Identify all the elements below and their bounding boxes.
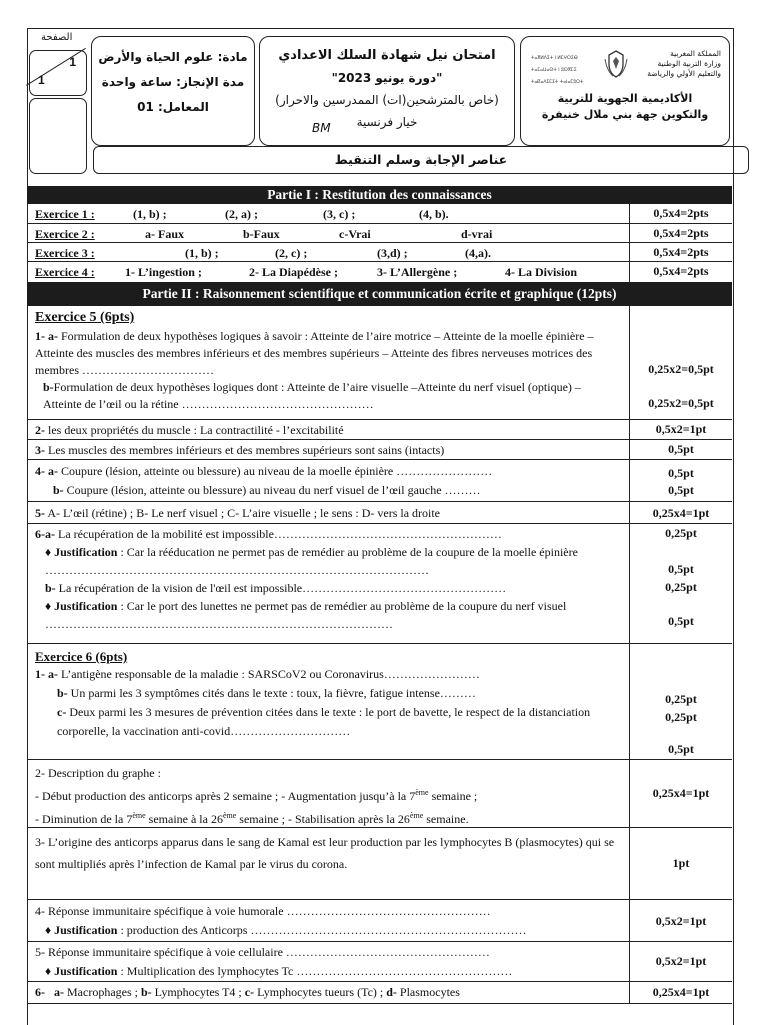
exercise3-row: Exercice 3 : (1, b) ; (2, c) ; (3,d) ; (4,a). 0,5x4=2pts: [27, 243, 732, 262]
ex6-q6-row: 6- a- Macrophages ; b- Lymphocytes T4 ; c- Lymphocytes tueurs (Tc) ; d- Plasmocytes 0,25x4=1pt: [27, 982, 732, 1004]
ex5-q3-row: 3- Les muscles des membres inférieurs et des membres supérieurs sont sains (intacts) 0,5pt: [27, 440, 732, 460]
academy-name: الأكاديمية الجهوية للتربية والتكوين جهة بني ملال خنيفرة: [541, 92, 709, 121]
exam-option: خيار فرنسية: [356, 115, 418, 129]
ex5-q1b-points: 0,25x2=0,5pt: [648, 396, 714, 410]
page-total: 1: [38, 73, 45, 87]
exam-box: [259, 36, 515, 146]
signature: BM: [312, 121, 331, 135]
ex6-q5-row: 5- Réponse immunitaire spécifique à voie cellulaire …………………………………………… ♦ Justification : Multiplication des lymphocytes Tc ……………………………………………… 0,5x2=1pt: [27, 942, 732, 982]
exercise4-points: 0,5x4=2pts: [653, 264, 709, 278]
exam-candidates: (خاص بالمترشحين(ات) الممدرسين والاحرار): [275, 93, 499, 107]
part2-title: Partie II : Raisonnement scientifique et communication écrite et graphique (12pts): [27, 282, 732, 306]
subject-line: مادة: علوم الحياة والأرض: [98, 50, 248, 64]
exercise1-row: Exercice 1 : (1, b) ; (2, a) ; (3, c) ; (4, b). 0,5x4=2pts: [27, 204, 732, 224]
subject-box: [91, 36, 255, 146]
ex6-q3-row: 3- L’origine des anticorps apparus dans le sang de Kamal est leur production par les lymphocytes B (plasmocytes) qui se sont multipliés après l’infection de Kamal par le virus du corona. 1pt: [27, 828, 732, 900]
ex5-q2-row: 2- les deux propriétés du muscle : La contractilité - l’excitabilité 0,5x2=1pt: [27, 420, 732, 440]
exam-title: امتحان نيل شهادة السلك الاعدادي: [278, 48, 496, 63]
exercise2-row: Exercice 2 : a- Faux b-Faux c-Vrai d-vrai 0,5x4=2pts: [27, 224, 732, 243]
ex5-q1-row: Exercice 5 (6pts) 1- a- Formulation de deux hypothèses logiques à savoir : Atteinte de l’aire motrice – Atteinte de la moelle épinière – Atteinte des muscles des membres inférieurs et des membres supérieurs – Atteinte des fibres nerveuses motrices des membres …………………………… b-Formulation de deux hypothèses logiques dont : Atteinte de l’aire visuelle –Atteinte du nerf visuel (optique) – Atteinte de l’œil ou la rétine ………………………………………… 0,25x2=0,5pt 0,25x2=0,5pt: [27, 306, 732, 420]
ex6-q2-row: 2- Description du graphe : - Début production des anticorps après 2 semaine ; - Augmentation jusqu’à la 7ème semaine ; - Diminution de la 7ème semaine à la 26ème semaine ; - Stabilisation après la 26ème semaine. 0,25x4=1pt: [27, 760, 732, 828]
tifinagh-text: ⵜⴰⴳⵍⴷⵉⵜ ⵏ ⵍⵎⵖⵔⵉⴱ ⵜⴰⵎⴰⵡⴰⵙⵜ ⵏ ⵓⵙⴳⵎⵉ ⵜⴰⴽⴰⴷⵉⵎⵉⵜ ⵜⴰⵏⴰⵎⵓⵔⵜ: [531, 56, 584, 85]
exercise4-row: Exercice 4 : 1- L’ingestion ; 2- La Diapédèse ; 3- L’Allergène ; 4- La Division 0,5x4=2pts: [27, 262, 732, 282]
page-label: الصفحة: [41, 32, 73, 43]
coefficient-line: المعامل: 01: [137, 100, 209, 114]
page-number: 1: [69, 55, 76, 69]
empty-box: [29, 98, 87, 174]
exercise2-points: 0,5x4=2pts: [653, 226, 709, 240]
answer-key-page: [27, 28, 732, 1024]
ex6-q4-row: 4- Réponse immunitaire spécifique à voie humorale …………………………………………… ♦ Justification : production des Anticorps …………………………………………………………… 0,5x2=1pt: [27, 900, 732, 942]
academy-box: [520, 36, 730, 146]
emblem-icon: [603, 49, 629, 79]
exercise3-points: 0,5x4=2pts: [653, 245, 709, 259]
part1-title: Partie I : Restitution des connaissances: [27, 186, 732, 204]
page-number-box: [29, 50, 87, 96]
ex5-q5-row: 5- A- L’œil (rétine) ; B- Le nerf visuel ; C- L’aire visuelle ; le sens : D- vers la droite 0,25x4=1pt: [27, 502, 732, 524]
duration-line: مدة الإنجاز: ساعة واحدة: [101, 75, 245, 89]
kingdom-text: المملكة المغربية وزارة التربية الوطنية والتعليم الأولي والرياضة: [647, 49, 721, 78]
ex5-title: Exercice 5 (6pts): [35, 310, 135, 325]
exam-session: "دورة يونيو 2023": [331, 71, 443, 85]
ex6-q1-row: Exercice 6 (6pts) 1- a- L’antigène responsable de la maladie : SARSCoV2 ou Coronavirus…………………… b- Un parmi les 3 symptômes cités dans le texte : toux, la fièvre, fatigue intense……… c- Deux parmi les 3 mesures de prévention citées dans le texte : le port de bavette, le respect de la distanciation corporelle, la vaccination anti-covid………………………… 0,25pt 0,25pt 0,5pt: [27, 644, 732, 760]
answer-key-title: عناصر الإجابة وسلم التنقيط: [93, 146, 749, 174]
ex6-title: Exercice 6 (6pts): [35, 649, 128, 664]
ex5-q1a-points: 0,25x2=0,5pt: [648, 362, 714, 376]
ex5-q4-row: 4- a- Coupure (lésion, atteinte ou blessure) au niveau de la moelle épinière …………………… b- Coupure (lésion, atteinte ou blessure) au niveau du nerf visuel de l’œil gauche ……… 0,5pt 0,5pt: [27, 460, 732, 502]
ex5-q6-row: 6-a- La récupération de la mobilité est impossible………………………………………………… ♦ Justification : Car la rééducation ne permet pas de remédier au problème de la coupure de la moelle épinière …………………………………………………………………………………… b- La récupération de la vision de l'œil est impossible…………………………………………… ♦ Justification : Car le port des lunettes ne permet pas de remédier au problème de la coupure du nerf visuel …………………………………………………………………………… 0,25pt 0,5pt 0,25pt 0,5pt: [27, 524, 732, 644]
exercise1-points: 0,5x4=2pts: [653, 206, 709, 220]
